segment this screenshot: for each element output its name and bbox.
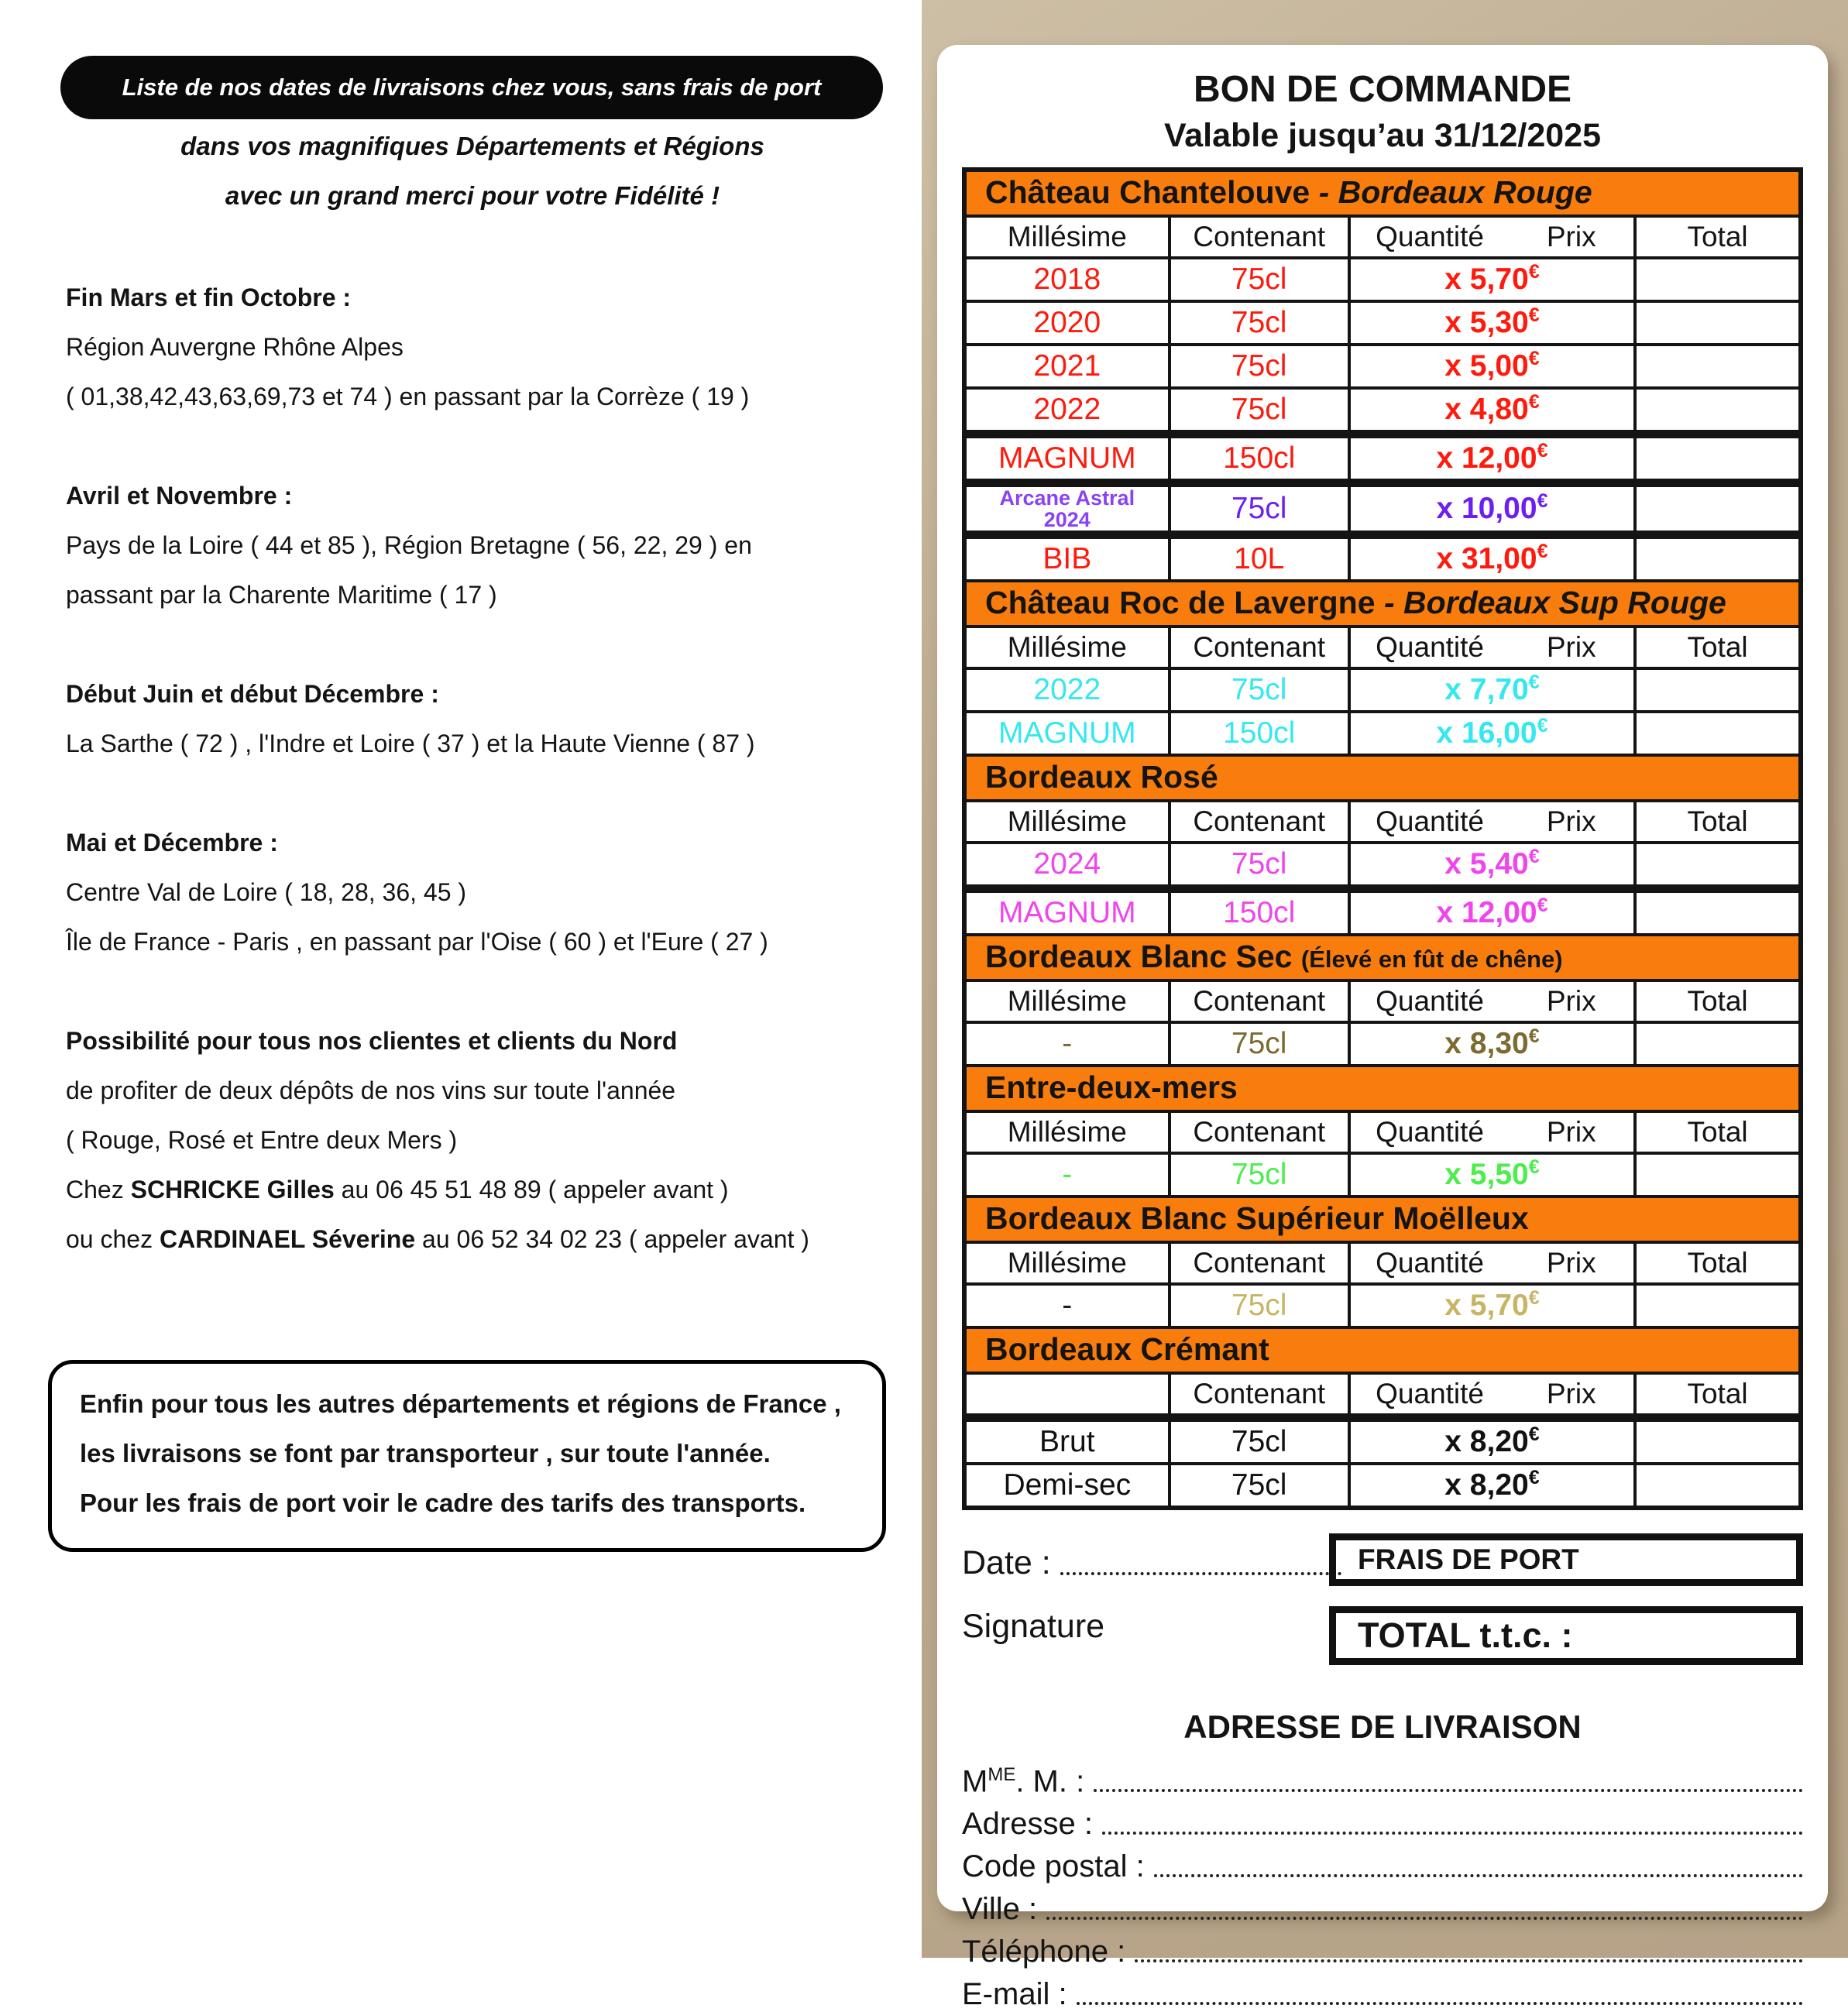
euro-sign: €	[1528, 391, 1540, 413]
address-label: Code postal :	[962, 1849, 1145, 1883]
millesime-cell: 2022	[964, 388, 1170, 434]
millesime-cell: MAGNUM	[964, 889, 1170, 936]
wine-row	[964, 434, 1801, 483]
quantity-price-cell[interactable]: x 8,20€	[1349, 1418, 1635, 1464]
schedule-text: au 06 45 51 48 89 ( appeler avant )	[334, 1176, 729, 1203]
total-cell[interactable]	[1635, 434, 1801, 483]
section-title: Bordeaux Rosé	[985, 759, 1218, 795]
section-header	[964, 1197, 1801, 1242]
schedule-text: ( Rouge, Rosé et Entre deux Mers )	[66, 1126, 458, 1154]
date-label: Date :	[962, 1544, 1051, 1581]
millesime-header: Millésime	[964, 1111, 1170, 1153]
quantity-header: Quantité	[1376, 1247, 1485, 1279]
contenant-header: Contenant	[1170, 801, 1349, 843]
schedule-text: Pays de la Loire ( 44 et 85 ), Région Bretagne ( 56, 22, 29 ) en	[66, 531, 752, 559]
price-header: Prix	[1546, 221, 1596, 252]
quantity-price-header	[1349, 1111, 1635, 1153]
schedule-text: Mai et Décembre :	[66, 829, 278, 857]
millesime-cell: 2024	[964, 843, 1170, 889]
section-header-row	[964, 170, 1801, 216]
form-title: BON DE COMMANDE	[1194, 69, 1571, 110]
banner-text: Liste de nos dates de livraisons chez vous, sans frais de port	[122, 74, 822, 101]
millesime-multiline	[967, 487, 1168, 530]
column-header-row	[964, 1242, 1801, 1284]
address-fields	[962, 1756, 1803, 2012]
euro-sign: €	[1528, 1287, 1540, 1309]
form-validity: Valable jusqu’au 31/12/2025	[1163, 117, 1602, 154]
schedule-text: Centre Val de Loire ( 18, 28, 36, 45 )	[66, 878, 467, 906]
total-cell[interactable]	[1635, 1464, 1801, 1508]
total-header: Total	[1635, 627, 1801, 668]
address-label-sup: ME	[988, 1763, 1016, 1785]
euro-sign: €	[1528, 261, 1540, 283]
address-title: ADRESSE DE LIVRAISON	[1183, 1708, 1582, 1745]
contenant-header: Contenant	[1170, 1373, 1349, 1418]
schedule-line	[66, 917, 809, 967]
millesime-header: Millésime	[964, 216, 1170, 258]
quantity-price-labels	[1351, 221, 1633, 253]
section-header-row	[964, 1066, 1801, 1111]
quantity-price-cell[interactable]: x 8,20€	[1349, 1464, 1635, 1508]
total-cell[interactable]	[1635, 1022, 1801, 1066]
shipping-fee-label: FRAIS DE PORT	[1358, 1543, 1579, 1575]
note-line: Pour les frais de port voir le cadre des tarifs des transports.	[80, 1488, 806, 1517]
wine-row	[964, 1464, 1801, 1508]
address-field[interactable]	[1077, 2002, 1803, 2005]
quantity-price-labels	[1351, 1378, 1633, 1410]
contenant-header: Contenant	[1170, 980, 1349, 1022]
total-cell[interactable]	[1635, 843, 1801, 889]
quantity-price-labels	[1351, 1116, 1633, 1148]
section-header-row	[964, 935, 1801, 980]
contenant-cell: 75cl	[1170, 1022, 1349, 1066]
quantity-header: Quantité	[1376, 631, 1485, 663]
schedule-line	[66, 1214, 809, 1264]
euro-sign: €	[1528, 1423, 1540, 1445]
quantity-price-cell[interactable]: x 12,00€	[1349, 434, 1635, 483]
contenant-cell: 75cl	[1170, 668, 1349, 712]
address-field[interactable]	[1154, 1874, 1803, 1877]
price-header: Prix	[1546, 1378, 1596, 1409]
total-header: Total	[1635, 1373, 1801, 1418]
total-cell[interactable]	[1635, 301, 1801, 345]
wine-row	[964, 1022, 1801, 1066]
wine-row	[964, 483, 1801, 535]
quantity-price-labels	[1351, 631, 1633, 664]
wine-row	[964, 345, 1801, 388]
quantity-price-cell[interactable]: x 5,40€	[1349, 843, 1635, 889]
millesime-cell: -	[964, 1153, 1170, 1197]
date-line	[962, 1544, 1341, 1582]
schedule-line	[66, 1115, 809, 1165]
section-note: (Élevé en fût de chêne)	[1300, 946, 1563, 973]
total-cell[interactable]	[1635, 345, 1801, 388]
schedule-line	[66, 570, 809, 620]
address-line	[962, 1927, 1803, 1969]
millesime-line: 2024	[1043, 508, 1091, 531]
address-label: Adresse :	[962, 1807, 1093, 1841]
price-header: Prix	[1546, 631, 1596, 663]
quantity-price-cell[interactable]: x 5,00€	[1349, 345, 1635, 388]
schedule-text: passant par la Charente Maritime ( 17 )	[66, 581, 497, 609]
total-ttc-label: TOTAL t.t.c. :	[1358, 1615, 1573, 1655]
total-cell[interactable]	[1635, 889, 1801, 936]
millesime-cell: BIB	[964, 535, 1170, 582]
schedule-text: de profiter de deux dépôts de nos vins sur toute l'année	[66, 1076, 676, 1104]
total-cell[interactable]	[1635, 535, 1801, 582]
millesime-header	[964, 1373, 1170, 1418]
column-header-row	[964, 801, 1801, 843]
contenant-header: Contenant	[1170, 627, 1349, 668]
address-line	[962, 1969, 1803, 2012]
schedule-text: SCHRICKE Gilles	[130, 1176, 335, 1203]
schedule-text: Île de France - Paris , en passant par l'Oise ( 60 ) et l'Eure ( 27 )	[66, 928, 768, 956]
schedule-line	[66, 818, 809, 867]
schedule-group	[66, 669, 809, 768]
wine-row	[964, 258, 1801, 301]
total-header: Total	[1635, 1111, 1801, 1153]
quantity-header: Quantité	[1376, 1378, 1485, 1409]
millesime-header: Millésime	[964, 627, 1170, 668]
millesime-cell: -	[964, 1022, 1170, 1066]
wine-row	[964, 1284, 1801, 1327]
address-field[interactable]	[1046, 1917, 1803, 1920]
quantity-price-cell[interactable]: x 4,80€	[1349, 388, 1635, 434]
section-header	[964, 1066, 1801, 1111]
millesime-cell: Brut	[964, 1418, 1170, 1464]
schedule-line	[66, 719, 809, 768]
euro-sign: €	[1537, 440, 1548, 462]
euro-sign: €	[1528, 671, 1540, 693]
quantity-header: Quantité	[1376, 805, 1485, 837]
contenant-cell: 75cl	[1170, 345, 1349, 388]
wine-row	[964, 301, 1801, 345]
schedule-text: Région Auvergne Rhône Alpes	[66, 333, 404, 361]
contenant-cell: 150cl	[1170, 889, 1349, 936]
section-title: Bordeaux Blanc Sec	[985, 939, 1293, 974]
quantity-price-header	[1349, 216, 1635, 258]
contenant-header: Contenant	[1170, 216, 1349, 258]
quantity-price-cell[interactable]: x 5,70€	[1349, 258, 1635, 301]
delivery-schedule	[66, 273, 809, 1313]
price-header: Prix	[1546, 1116, 1596, 1148]
total-cell[interactable]	[1635, 483, 1801, 535]
section-title: Bordeaux Blanc Supérieur Moëlleux	[985, 1200, 1529, 1236]
euro-sign: €	[1537, 894, 1548, 916]
millesime-header: Millésime	[964, 801, 1170, 843]
total-header: Total	[1635, 801, 1801, 843]
section-title: Entre-deux-mers	[985, 1070, 1238, 1105]
total-header: Total	[1635, 216, 1801, 258]
quantity-price-labels	[1351, 805, 1633, 838]
schedule-text: La Sarthe ( 72 ) , l'Indre et Loire ( 37 ) et la Haute Vienne ( 87 )	[66, 730, 755, 757]
price-header: Prix	[1546, 805, 1596, 837]
total-header: Total	[1635, 980, 1801, 1022]
euro-sign: €	[1528, 348, 1540, 369]
section-header-row	[964, 1197, 1801, 1242]
address-field[interactable]	[1094, 1789, 1803, 1792]
schedule-group	[66, 1016, 809, 1264]
euro-sign: €	[1528, 846, 1540, 867]
total-cell[interactable]	[1635, 258, 1801, 301]
quantity-price-cell[interactable]: x 5,30€	[1349, 301, 1635, 345]
date-field[interactable]	[1060, 1572, 1341, 1575]
total-header: Total	[1635, 1242, 1801, 1284]
section-title: Château Chantelouve	[985, 174, 1310, 210]
section-title: Bordeaux Crémant	[985, 1331, 1269, 1367]
wine-row	[964, 1418, 1801, 1464]
quantity-price-header	[1349, 627, 1635, 668]
section-subtitle: - Bordeaux Rouge	[1318, 174, 1592, 210]
address-label: Téléphone :	[962, 1935, 1126, 1969]
contenant-cell: 75cl	[1170, 388, 1349, 434]
schedule-line	[66, 273, 809, 322]
millesime-line: Arcane Astral	[999, 486, 1135, 510]
millesime-cell: -	[964, 1284, 1170, 1327]
contenant-header: Contenant	[1170, 1111, 1349, 1153]
quantity-price-cell[interactable]: x 5,70€	[1349, 1284, 1635, 1327]
millesime-cell: MAGNUM	[964, 712, 1170, 755]
schedule-text: Chez	[66, 1176, 131, 1203]
euro-sign: €	[1528, 1025, 1540, 1047]
quantity-price-cell[interactable]: x 10,00€	[1349, 483, 1635, 535]
total-cell[interactable]	[1635, 1153, 1801, 1197]
euro-sign: €	[1537, 715, 1548, 736]
contenant-cell: 10L	[1170, 535, 1349, 582]
quantity-header: Quantité	[1376, 985, 1485, 1017]
section-header	[964, 935, 1801, 980]
section-title: Château Roc de Lavergne	[985, 585, 1376, 620]
millesime-cell: Demi-sec	[964, 1464, 1170, 1508]
contenant-cell: 75cl	[1170, 1418, 1349, 1464]
shipping-fee-box[interactable]	[1329, 1533, 1803, 1586]
address-line	[962, 1884, 1803, 1927]
total-cell[interactable]	[1635, 1284, 1801, 1327]
total-cell[interactable]	[1635, 388, 1801, 434]
price-header: Prix	[1546, 985, 1596, 1017]
section-header-row	[964, 581, 1801, 627]
millesime-cell: 2018	[964, 258, 1170, 301]
quantity-price-labels	[1351, 985, 1633, 1018]
quantity-price-cell[interactable]: x 16,00€	[1349, 712, 1635, 755]
section-header	[964, 755, 1801, 801]
section-header	[964, 1327, 1801, 1373]
contenant-cell: 75cl	[1170, 1284, 1349, 1327]
transport-note-box	[48, 1360, 886, 1552]
order-form-panel	[922, 0, 1848, 2011]
contenant-cell: 150cl	[1170, 712, 1349, 755]
quantity-price-labels	[1351, 1247, 1633, 1279]
schedule-line	[66, 669, 809, 719]
quantity-price-cell[interactable]: x 31,00€	[1349, 535, 1635, 582]
order-table	[962, 167, 1803, 1510]
total-cell[interactable]	[1635, 1418, 1801, 1464]
schedule-text: CARDINAEL Séverine	[159, 1225, 416, 1253]
contenant-cell: 75cl	[1170, 301, 1349, 345]
millesime-cell: 2022	[964, 668, 1170, 712]
contenant-header: Contenant	[1170, 1242, 1349, 1284]
millesime-cell	[964, 483, 1170, 535]
delivery-info-panel	[0, 0, 922, 1958]
section-header-row	[964, 755, 1801, 801]
order-form-card	[937, 45, 1828, 2011]
schedule-text: ou chez	[66, 1225, 160, 1253]
schedule-group	[66, 818, 809, 967]
section-subtitle: - Bordeaux Sup Rouge	[1383, 585, 1726, 620]
euro-sign: €	[1528, 1156, 1540, 1178]
column-header-row	[964, 1373, 1801, 1418]
wine-row	[964, 889, 1801, 936]
address-field[interactable]	[1135, 1959, 1803, 1962]
note-line: les livraisons se font par transporteur , sur toute l'année.	[80, 1439, 771, 1468]
note-line: Enfin pour tous les autres départements et régions de France ,	[80, 1389, 841, 1418]
schedule-text: Possibilité pour tous nos clientes et clients du Nord	[66, 1027, 678, 1055]
contenant-cell: 75cl	[1170, 483, 1349, 535]
millesime-cell: 2020	[964, 301, 1170, 345]
quantity-price-header	[1349, 1373, 1635, 1418]
schedule-line	[66, 322, 809, 372]
column-header-row	[964, 627, 1801, 668]
millesime-cell: MAGNUM	[964, 434, 1170, 483]
section-header	[964, 581, 1801, 627]
schedule-text: Début Juin et début Décembre :	[66, 680, 439, 708]
schedule-text: Fin Mars et fin Octobre :	[66, 283, 352, 311]
address-line	[962, 1756, 1803, 1799]
quantity-header: Quantité	[1376, 1116, 1485, 1148]
euro-sign: €	[1537, 490, 1548, 512]
signature-label: Signature	[962, 1608, 1105, 1645]
quantity-price-cell[interactable]: x 8,30€	[1349, 1022, 1635, 1066]
tagline-1: dans vos magnifiques Départements et Régions	[180, 132, 764, 160]
quantity-price-cell[interactable]: x 12,00€	[1349, 889, 1635, 936]
schedule-line	[66, 867, 809, 917]
schedule-line	[66, 1165, 809, 1214]
section-header-row	[964, 1327, 1801, 1373]
wine-row	[964, 668, 1801, 712]
schedule-line	[66, 1016, 809, 1066]
schedule-text: Avril et Novembre :	[66, 482, 293, 510]
wine-row	[964, 535, 1801, 582]
contenant-cell: 75cl	[1170, 258, 1349, 301]
contenant-cell: 75cl	[1170, 843, 1349, 889]
address-label: $M^{ME}$. M. :	[962, 1763, 1085, 1798]
euro-sign: €	[1528, 1467, 1540, 1488]
euro-sign: €	[1537, 541, 1548, 562]
quantity-price-cell[interactable]: x 7,70€	[1349, 668, 1635, 712]
banner	[60, 56, 883, 119]
address-line	[962, 1842, 1803, 1884]
quantity-price-header	[1349, 1242, 1635, 1284]
quantity-price-header	[1349, 801, 1635, 843]
quantity-header: Quantité	[1376, 221, 1485, 252]
millesime-header: Millésime	[964, 1242, 1170, 1284]
wine-row	[964, 388, 1801, 434]
total-cell[interactable]	[1635, 712, 1801, 755]
euro-sign: €	[1528, 304, 1540, 326]
section-header	[964, 170, 1801, 216]
schedule-group	[66, 273, 809, 421]
schedule-line	[66, 1066, 809, 1115]
address-line	[962, 1799, 1803, 1842]
tagline-2: avec un grand merci pour votre Fidélité !	[225, 181, 720, 210]
address-label: E-mail :	[962, 1977, 1067, 2011]
schedule-text: au 06 52 34 02 23 ( appeler avant )	[415, 1225, 809, 1253]
schedule-group	[66, 471, 809, 620]
price-header: Prix	[1546, 1247, 1596, 1279]
contenant-cell: 75cl	[1170, 1464, 1349, 1508]
schedule-text: ( 01,38,42,43,63,69,73 et 74 ) en passant par la Corrèze ( 19 )	[66, 383, 750, 410]
contenant-cell: 75cl	[1170, 1153, 1349, 1197]
column-header-row	[964, 216, 1801, 258]
address-label: Ville :	[962, 1892, 1038, 1926]
contenant-cell: 150cl	[1170, 434, 1349, 483]
wine-row	[964, 1153, 1801, 1197]
millesime-header: Millésime	[964, 980, 1170, 1022]
quantity-price-header	[1349, 980, 1635, 1022]
column-header-row	[964, 1111, 1801, 1153]
schedule-line	[66, 372, 809, 421]
quantity-price-cell[interactable]: x 5,50€	[1349, 1153, 1635, 1197]
schedule-line	[66, 520, 809, 570]
wine-row	[964, 712, 1801, 755]
total-cell[interactable]	[1635, 668, 1801, 712]
payment-area	[962, 1533, 1803, 1677]
millesime-cell: 2021	[964, 345, 1170, 388]
column-header-row	[964, 980, 1801, 1022]
address-field[interactable]	[1102, 1832, 1803, 1835]
total-ttc-box[interactable]	[1329, 1606, 1803, 1665]
wine-row	[964, 843, 1801, 889]
schedule-line	[66, 471, 809, 520]
